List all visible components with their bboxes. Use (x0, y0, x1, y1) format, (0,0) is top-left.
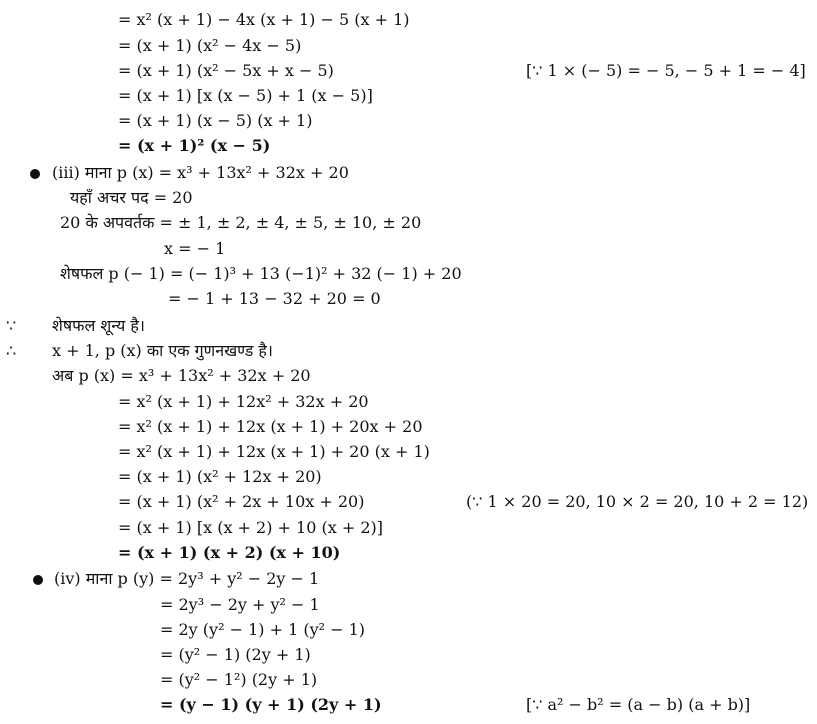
equation-line: = − 1 + 13 − 32 + 20 = 0 (168, 289, 381, 308)
reason-note: (∵ 1 × 20 = 20, 10 × 2 = 20, 10 + 2 = 12) (466, 492, 809, 511)
reason-note: [∵ 1 × (− 5) = − 5, − 5 + 1 = − 4] (526, 61, 806, 80)
equation-line: x = − 1 (164, 239, 226, 258)
equation-line: = (x + 1) (x − 5) (x + 1) (118, 111, 313, 130)
equation-line: = x² (x + 1) + 12x (x + 1) + 20 (x + 1) (118, 442, 430, 461)
equation-line: = (y² − 1) (2y + 1) (160, 645, 311, 664)
equation-line: = (x + 1) (x² + 2x + 10x + 20) (118, 492, 365, 511)
therefore-symbol: ∴ (6, 341, 17, 360)
bullet-icon (33, 575, 43, 585)
because-symbol: ∵ (6, 316, 17, 335)
part-heading: (iii) माना p (x) = x³ + 13x² + 32x + 20 (52, 163, 349, 182)
equation-line: = (x + 1) [x (x + 2) + 10 (x + 2)] (118, 518, 383, 537)
equation-line: = 2y (y² − 1) + 1 (y² − 1) (160, 620, 366, 639)
text-line: शेषफल शून्य है। (52, 316, 145, 335)
equation-line: = 2y³ − 2y + y² − 1 (160, 595, 320, 614)
text-line: x + 1, p (x) का एक गुणनखण्ड है। (52, 341, 273, 360)
final-result: = (x + 1)² (x − 5) (118, 136, 271, 155)
equation-line: = x² (x + 1) + 12x² + 32x + 20 (118, 392, 369, 411)
equation-line: शेषफल p (− 1) = (− 1)³ + 13 (−1)² + 32 (− 1) + 20 (60, 264, 462, 283)
equation-line: = (x + 1) (x² + 12x + 20) (118, 467, 322, 486)
final-result: = (y − 1) (y + 1) (2y + 1) (160, 695, 382, 714)
text-line: यहाँ अचर पद = 20 (70, 188, 193, 207)
equation-line: = (y² − 1²) (2y + 1) (160, 670, 318, 689)
bullet-icon (30, 169, 40, 179)
part-heading: (iv) माना p (y) = 2y³ + y² − 2y − 1 (54, 569, 320, 588)
equation-line: = (x + 1) (x² − 5x + x − 5) (118, 61, 334, 80)
equation-line: = (x + 1) [x (x − 5) + 1 (x − 5)] (118, 86, 373, 105)
equation-line: = x² (x + 1) − 4x (x + 1) − 5 (x + 1) (118, 10, 410, 29)
reason-note: [∵ a² − b² = (a − b) (a + b)] (526, 695, 751, 714)
final-result: = (x + 1) (x + 2) (x + 10) (118, 543, 341, 562)
equation-line: अब p (x) = x³ + 13x² + 32x + 20 (52, 366, 311, 385)
equation-line: = (x + 1) (x² − 4x − 5) (118, 36, 302, 55)
text-line: 20 के अपवर्तक = ± 1, ± 2, ± 4, ± 5, ± 10, ± 20 (60, 213, 422, 232)
equation-line: = x² (x + 1) + 12x (x + 1) + 20x + 20 (118, 417, 423, 436)
